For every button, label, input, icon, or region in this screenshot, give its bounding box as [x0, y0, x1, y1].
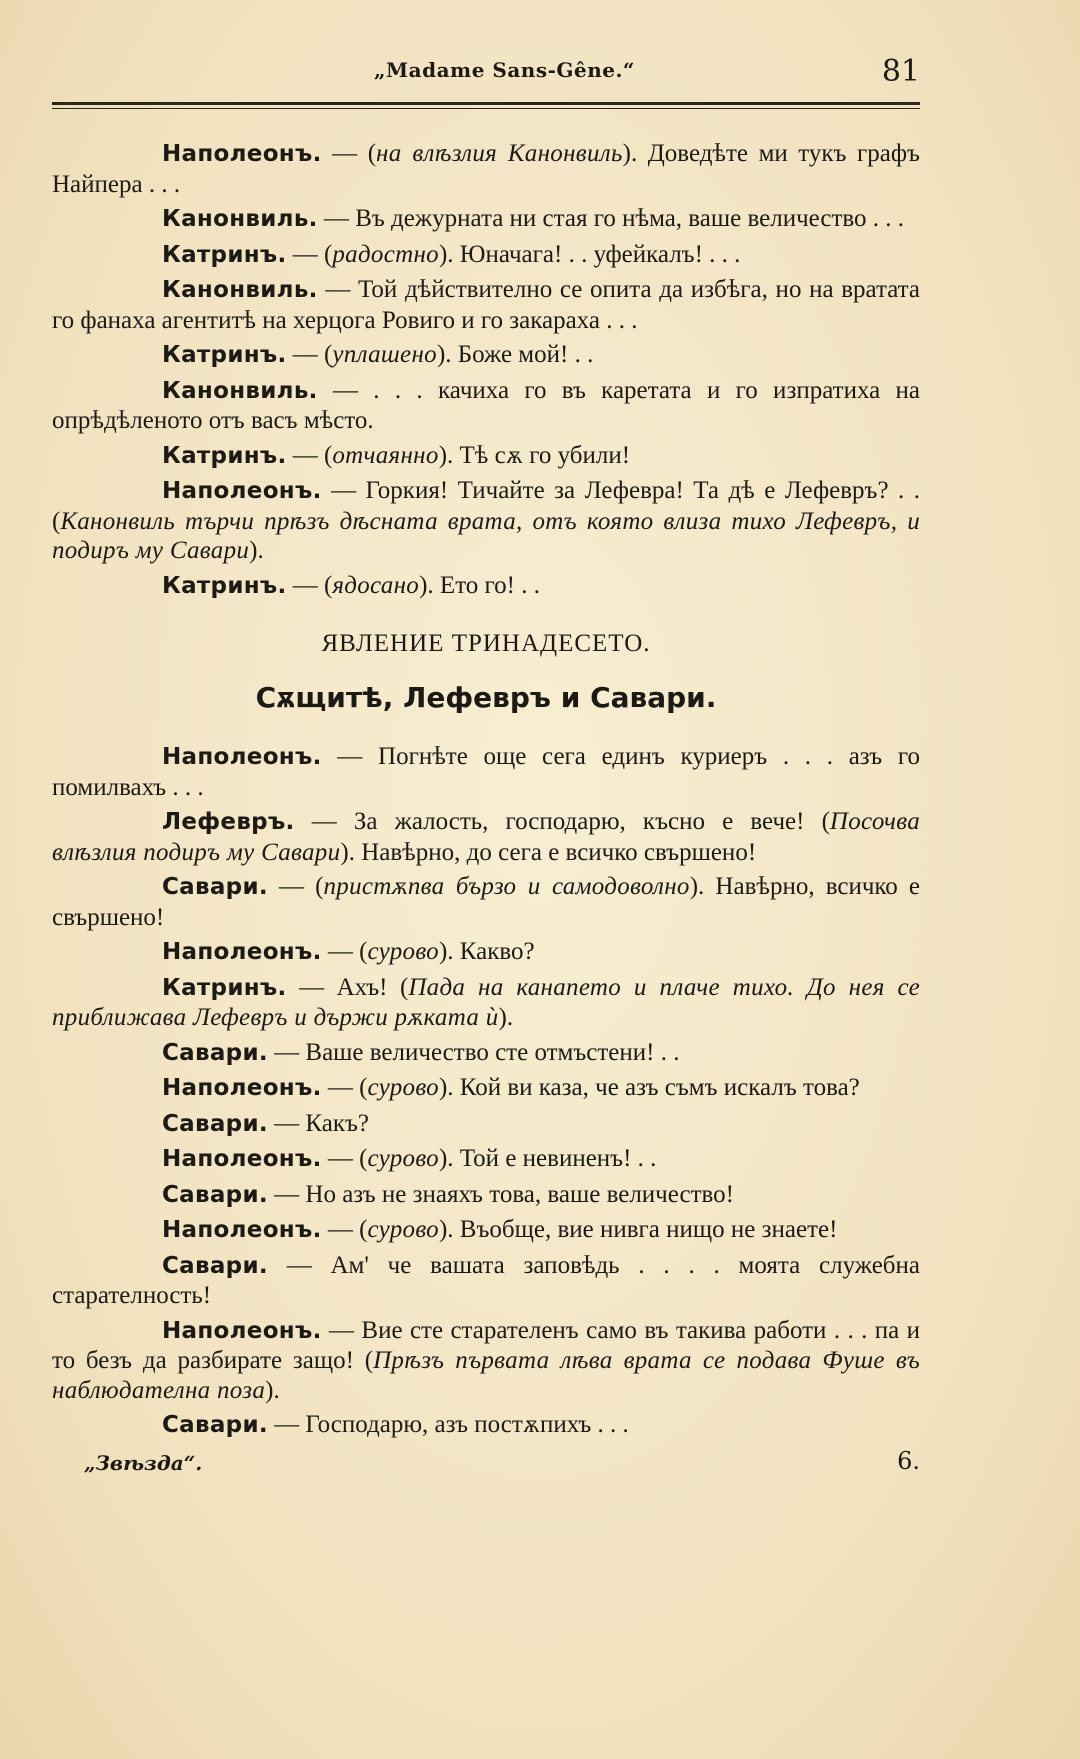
- dialogue-line: [52, 275, 920, 335]
- stage-direction: Посочва влѣзлия подиръ му Савари: [52, 808, 920, 866]
- stage-direction: сурово: [367, 1074, 439, 1101]
- running-title: „Madame Sans-Gêne.“: [374, 58, 635, 82]
- speaker-name: Катринъ.: [162, 572, 287, 599]
- line-text: — Погнѣте още сега единъ куриеръ . . . азъ го помилвахъ . . .: [52, 743, 920, 801]
- dialogue-line: [52, 872, 920, 932]
- line-text: — Той дѣйствително се опита да избѣга, но на вратата го фанаха агентитѣ на херцога Ровиго и го закараха . . .: [52, 276, 920, 334]
- line-text: ). Доведѣте ми тукъ графъ Найпера . . .: [52, 140, 920, 198]
- dialogue-line: [52, 139, 920, 199]
- speaker-name: Катринъ.: [162, 442, 287, 469]
- stage-direction: пристѫпва бързо и самодоволно: [323, 873, 690, 900]
- speaker-name: Наполеонъ.: [162, 1075, 322, 1101]
- speaker-name: Катринъ.: [162, 974, 287, 1001]
- dialogue-line: [52, 1251, 920, 1311]
- dialogue-line: [52, 1410, 920, 1441]
- speaker-name: Наполеонъ.: [162, 939, 322, 965]
- dialogue-line: [52, 441, 920, 472]
- speaker-name: Наполеонъ.: [162, 1146, 322, 1172]
- line-text: — (: [286, 240, 333, 268]
- line-text: ). Какво?: [438, 938, 535, 965]
- line-text: ). Навѣрно, всичко е свършено!: [52, 873, 920, 931]
- header-rule-thin: [52, 108, 920, 109]
- stage-direction: сурово: [367, 1216, 439, 1243]
- speaker-name: Савари.: [162, 1252, 268, 1279]
- line-text: — (: [286, 571, 333, 599]
- stage-direction: Пада на канапето и плаче тихо. До нея се приближава Лефевръ и държи рѫката ѝ: [52, 973, 920, 1031]
- speaker-name: Наполеонъ.: [162, 478, 322, 504]
- scene-title: ЯВЛЕНИЕ ТРИНАДЕСЕТО.: [321, 630, 651, 657]
- dialogue-line: [52, 1316, 920, 1406]
- line-text: — Но азъ не знаяхъ това, ваше величество!: [267, 1180, 734, 1208]
- speaker-name: Савари.: [162, 874, 268, 900]
- dialogue-line: [52, 476, 920, 566]
- line-text: — Вие сте старателенъ само въ такива работи . . . па и то безъ да разбирате защо! (: [52, 1316, 920, 1374]
- line-text: — . . . качиха го въ каретата и го изпратиха на опрѣдѣленото отъ васъ мѣсто.: [52, 376, 920, 434]
- speaker-name: Катринъ.: [162, 342, 287, 368]
- speaker-name: Наполеонъ.: [162, 141, 322, 167]
- dialogue-line: [52, 742, 920, 802]
- dialogue-line: [52, 1038, 920, 1069]
- header-rule: [52, 102, 920, 105]
- page: [52, 40, 920, 1487]
- line-text: — (: [286, 441, 333, 469]
- speaker-name: Наполеонъ.: [162, 744, 322, 770]
- line-text: — (: [286, 341, 333, 368]
- printer-signature: „Звѣзда“.: [84, 1450, 203, 1475]
- page-header: [52, 40, 920, 96]
- dialogue-line: [52, 1144, 920, 1175]
- line-text: — Въ дежурната ни стая го нѣма, ваше величество . . .: [317, 205, 905, 232]
- stage-direction: отчаянно: [332, 441, 439, 469]
- line-text: — Ам' че вашата заповѣдь . . . . моята служебна старателность!: [52, 1251, 920, 1309]
- line-text: ). Тѣ сѫ го убили!: [438, 441, 631, 469]
- line-text: — (: [267, 873, 324, 900]
- line-text: ).: [498, 1004, 514, 1031]
- dialogue-line: [52, 240, 920, 271]
- line-text: — Какъ?: [267, 1109, 370, 1137]
- dialogue-line: [52, 1180, 920, 1211]
- speaker-name: Канонвиль.: [162, 377, 318, 404]
- speaker-name: Лефевръ.: [162, 809, 295, 835]
- stage-direction: Канонвиль търчи прѣзъ дѣсната врата, отъ която влиза тихо Лефевръ, и подиръ му Савари: [52, 507, 920, 564]
- sheet-number: 6.: [897, 1446, 920, 1475]
- dialogue-line: [52, 340, 920, 371]
- stage-direction: сурово: [367, 938, 439, 965]
- line-text: — (: [321, 1145, 368, 1172]
- scene-characters: Сѫщитѣ, Лефевръ и Савари.: [255, 680, 717, 714]
- stage-direction: уплашено: [332, 341, 437, 368]
- line-text: — За жалость, господарю, късно е вече! (: [294, 808, 830, 835]
- stage-direction: Прѣзъ първата лѣва врата се подава Фуше въ наблюдателна поза: [52, 1347, 920, 1404]
- line-text: ). Боже мой! . .: [436, 341, 594, 368]
- speaker-name: Наполеонъ.: [162, 1217, 322, 1243]
- line-text: — (: [321, 1216, 368, 1243]
- speaker-name: Наполеонъ.: [162, 1317, 322, 1344]
- line-text: — Горкия! Тичайте за Лефевра! Та дѣ е Лефевръ? . . (: [52, 477, 920, 535]
- stage-direction: ядосано: [332, 571, 420, 599]
- speaker-name: Катринъ.: [162, 241, 287, 268]
- speaker-name: Савари.: [162, 1181, 268, 1208]
- dialogue-line: [52, 937, 920, 968]
- dialogue-line: [52, 376, 920, 436]
- page-footer: [52, 1447, 920, 1487]
- speaker-name: Савари.: [162, 1110, 268, 1137]
- line-text: ). Навѣрно, до сега е всичко свършено!: [340, 838, 757, 866]
- dialogue-line: [52, 1073, 920, 1104]
- line-text: ). Той е невиненъ! . .: [438, 1145, 657, 1172]
- stage-direction: радостно: [332, 240, 439, 268]
- page-number: 81: [881, 54, 920, 89]
- line-text: — (: [321, 938, 368, 965]
- stage-direction: сурово: [367, 1145, 439, 1172]
- dialogue-block-1: [52, 139, 920, 601]
- speaker-name: Канонвиль.: [162, 206, 318, 232]
- dialogue-line: [52, 807, 920, 867]
- line-text: — (: [321, 140, 377, 167]
- dialogue-block-2: [52, 742, 920, 1441]
- line-text: — Господарю, азъ постѫпихъ . . .: [267, 1411, 629, 1438]
- line-text: — Ахъ! (: [286, 973, 409, 1001]
- line-text: ).: [249, 537, 264, 564]
- line-text: ).: [265, 1376, 280, 1404]
- dialogue-line: [52, 1215, 920, 1246]
- speaker-name: Савари.: [162, 1039, 268, 1066]
- line-text: ). Кой ви каза, че азъ съмъ искалъ това?: [438, 1074, 860, 1101]
- line-text: — (: [321, 1074, 368, 1101]
- dialogue-line: [52, 204, 920, 235]
- line-text: ). Въобще, вие нивга нищо не знаете!: [438, 1216, 838, 1243]
- line-text: ). Ето го! . .: [419, 571, 541, 599]
- dialogue-line: [52, 571, 920, 602]
- speaker-name: Савари.: [162, 1412, 268, 1438]
- dialogue-line: [52, 1109, 920, 1140]
- stage-direction: на влѣзлия Канонвиль: [376, 140, 623, 167]
- line-text: ). Юначага! . . уфейкалъ! . . .: [438, 240, 741, 268]
- line-text: — Ваше величество сте отмъстени! . .: [267, 1038, 680, 1066]
- dialogue-line: [52, 973, 920, 1033]
- speaker-name: Канонвиль.: [162, 277, 318, 303]
- document-body: [52, 139, 920, 1441]
